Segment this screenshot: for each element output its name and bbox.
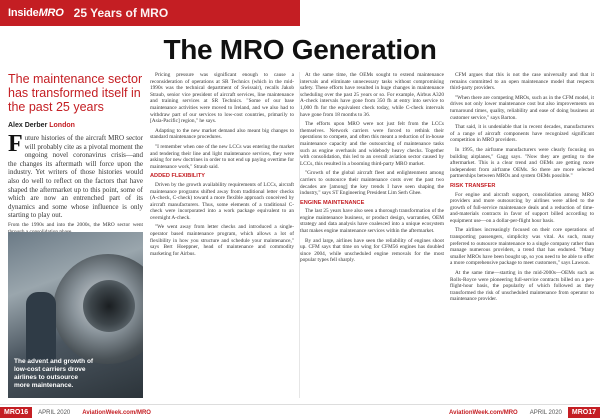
issue-date-right: APRIL 2020 [529,409,562,416]
inside-mro-logo: InsideMRO [8,7,64,19]
technician-illustration [26,292,56,362]
article-intro [8,131,143,235]
col3-paragraph: "Growth of the global aircraft fleet and enlightenment among carriers to outsource their maintenance costs over the past two decades are [among] the key trends I have seen shaping the industry," says ST Engineering President Lim Serh Ghee. [300,170,444,197]
col3-paragraph: At the same time, the OEMs sought to extend maintenance intervals and eliminate unnecessary tasks without compromising safety. These efforts have resulted in huge changes in maintenance scheduling over the past 25 years or so. For example, Airbus A320 A-check intervals have gone from 350 fh at entry into service to 1,000 fh for the equivalent check today, while C-check intervals have gone from 18 months to 36. [300,72,444,118]
article-column-3 [300,72,444,398]
col4-paragraph: At the same time—starting in the mid-2000s—OEMs such as Rolls-Royce were pioneering full-service contracts billed on a per-flight-hour basis, the popularity of which followed as they transformed the risk of unscheduled maintenance from operator to maintenance provider. [450,270,594,303]
col4-paragraph: In 1995, the airframe manufacturers were clearly focusing on building airplanes," Gagg says. "Now they are getting to the aftermarket. This is a clear trend and OEMs are getting more independent from airframe OEMs. So there are more selected partnerships between MROs and system OEMs possible." [450,146,594,180]
col2-paragraph: Adapting to the new market demand also meant big changes to standard maintenance procedures. [150,127,294,141]
article-column-4 [450,72,594,398]
col2-paragraph: "We went away from letter checks and introduced a single-operator based maintenance program, which allows a lot of flexibility in how you structure and schedule your maintenance," says Bert Hoeppner, head of maintenance and commodity marketing for Airbus. [150,224,294,257]
engine-photo [8,232,143,398]
article-headline: The MRO Generation [163,34,437,65]
author-location: London [49,122,75,129]
engine-core-illustration [83,280,135,332]
author-name: Alex Derber [8,122,48,129]
dropcap: F [8,131,23,157]
website-link-left[interactable]: AviationWeek.com/MRO [82,409,151,416]
issue-date-left: APRIL 2020 [38,409,71,416]
article-column-2 [150,72,294,398]
col4-paragraph: For engine and aircraft support, consolidation among MRO providers and more outsourcing by airlines were allied to the growth of full-service maintenance deals and a reduction of time-and-materials contracts in favor of support billed according to equipment use—on a dollar-per-flight hour basis. [450,191,594,224]
header-blank [300,0,600,26]
article-deck: The maintenance sector has transformed itself in the past 25 years [8,72,143,114]
footer-left [0,407,157,418]
col3-paragraph: By and large, airlines have seen the reliability of engines shoot up. CFM says that time on wing for CFM56 engines has doubled since 2004, while unscheduled engine removals for the most popular types fell sharply. [300,237,444,264]
page-footer [0,404,600,420]
left-column [8,72,143,235]
intro-para2: From the 1990s and into the 2000s, the MRO sector went [8,221,143,228]
subhead-risk-transfer: RISK TRANSFER [450,182,496,189]
col4-paragraph: CFM argues that this is not the case universally and that it remains committed to an open maintenance model that respects third-party providers. [450,72,594,92]
byline [8,122,143,129]
page-number-right: MRO17 [568,407,600,418]
col4-paragraph: The airlines increasingly focused on their core operations of transporting passengers, simplicity was vital. As such, many preferred to outsource maintenance to a single company rather than manage numerous providers, a trend that has endured. "Many smaller MROs have been bought up, so you need to be able to offer a more comprehensive package to meet customers," says Lawson. [450,227,594,267]
col4-paragraph: "When there are competing MROs, such as in the CFM model, it drives not only lower maintenance cost but also improvements on turnaround times, quality, reliability and ease of doing business at customer service," says Barton. [450,94,594,121]
col3-paragraph: The efforts upon MRO were not just felt from the LCCs themselves. Network carriers were forced to rethink their operations to compete, and often this meant a reduction of in-house maintenance capacity and the outsourcing of maintenance tasks such as engine overhauls and widebody heavy checks. Together with consolidation, this led to an overall aviation sector caused by LCCs, this resulted in a booming third-party MRO market. [300,121,444,167]
website-link-right[interactable]: AviationWeek.com/MRO [449,409,518,416]
subhead-added-flexibility: ADDED FLEXIBILITY [150,173,206,180]
page-number-left: MRO16 [0,407,32,418]
col2-paragraph: Pricing pressure was significant enough to cause a reconsideration of operations at SR Technics (which in the mid-1990s was the technical department of Swissair), recalls Jakob Straub, senior vice president of aircraft services, line maintenance and training services at SR Technics. "Some of our base maintenance activities were moved to Ireland, and we also had to withdraw part of our services to low-cost countries, primarily to [Asia-Pacific] region," he says. [150,72,294,125]
header-banner [0,0,300,26]
intro-text: uture histories of the aircraft MRO sector will probably cite as a pivotal moment the ongoing novel coronavirus crisis—and the changes its aftermath will force upon the industry. Yet writers of those histories would also do well to reflect on the factors that have shaped the aftermarket up to this point, some of which are now an entrenched part of its dynamics and some whose influence is only starting to play out. [8,134,143,220]
col2-paragraph: Driven by the growth availability requirements of LCCs, aircraft maintenance programs shifted away from traditional letter checks (A-check, C-check) toward a more flexible approach conceived by aircraft manufacturers. Thus, some elements of a traditional C-check were incorporated into a work package equivalent to an overnight A-check. [150,181,294,221]
col4-paragraph: That said, it is undeniable that in recent decades, manufacturers of a range of aircraft components have recognized significant competition in MRO providers. [450,124,594,144]
photo-caption: The advent and growth of low-cost carriers drove airlines to outsource more maintenance. [14,358,94,389]
subhead-engine-maintenance: ENGINE MAINTENANCE [300,199,365,206]
col3-paragraph: The last 25 years have also seen a thorough transformation of the engine maintenance business, or product design, warranties, OEM strategy and data analysis have coalesced into a unique ecosystem that makes engine maintenance services within the aftermarket. [300,208,444,235]
section-title: 25 Years of MRO [73,6,169,20]
col2-paragraph: "I remember when one of the new LCCs was entering the market and tendering their line and light maintenance services, they were asking for new doctrines in order to not end up paying overtime for maintenance work," Straub said. [150,143,294,170]
page-header [0,0,600,26]
footer-right [443,407,600,418]
